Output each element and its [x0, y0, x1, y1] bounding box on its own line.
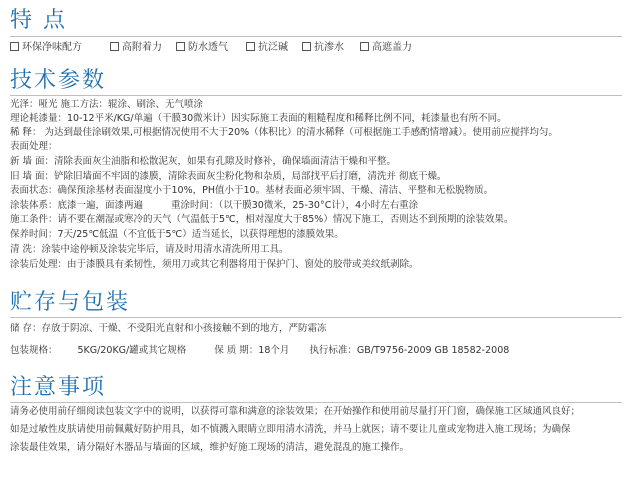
feature-label: 高附着力: [122, 42, 162, 53]
checkbox-icon: [302, 42, 311, 51]
standard: 执行标准：GB/T9756-2009 GB 18582-2008: [309, 345, 510, 356]
tech-divider: [10, 95, 622, 96]
feature-label: 防水透气: [188, 42, 228, 53]
feature-item: [110, 40, 162, 56]
feature-item: [302, 40, 344, 56]
tech-line-curing: 保养时间：7天/25℃低温（不宜低于5℃）适当延长，以获得理想的漆膜效果。: [10, 229, 344, 240]
tech-line-gloss: 光泽：哑光 施工方法：辊涂、刷涂、无气喷涂: [10, 99, 204, 110]
feature-label: 抗泛碱: [258, 42, 288, 53]
checkbox-icon: [110, 42, 119, 51]
checkbox-icon: [246, 42, 255, 51]
recoat-time: 重涂时间：（以干膜30微米，25-30°C计），4小时左右重涂: [171, 200, 419, 211]
tech-line-surface-state: 表面状态：确保预涂基材表面湿度小于10%，PH值小于10。基材表面必须牢固、干燥、清洁、平整和无松脱物质。: [10, 185, 494, 196]
tech-line-cleaning: 清 洗：涂装中途停顿及涂装完毕后，请及时用清水清洗所用工具。: [10, 244, 289, 255]
checkbox-icon: [10, 42, 19, 51]
storage-line: 储 存：存放于阴凉、干燥、不受阳光直射和小孩接触不到的地方，严防霜冻: [10, 323, 327, 334]
feature-label: 高遮盖力: [372, 42, 412, 53]
notes-line: 涂装最佳效果，请分隔好木器品与墙面的区域，维护好施工现场的清洁，避免混乱的施工操作。: [10, 442, 410, 453]
tech-line-conditions: 施工条件：请不要在潮湿或寒冷的天气（气温低于5℃，相对湿度大于85%）情况下施工，否则达不到预期的涂装效果。: [10, 214, 514, 225]
features-heading: 特 点: [10, 8, 67, 33]
feature-label: 抗渗水: [314, 42, 344, 53]
checkbox-icon: [360, 42, 369, 51]
tech-line-system: [10, 199, 626, 213]
feature-item: [176, 40, 228, 56]
shelf-life: 保 质 期：18个月: [214, 345, 290, 356]
storage-divider: [10, 317, 622, 318]
checkbox-icon: [176, 42, 185, 51]
feature-item: [246, 40, 288, 56]
feature-item: [360, 40, 412, 56]
notes-line: 请务必使用前仔细阅读包装文字中的说明，以获得可靠和满意的涂装效果；在开始操作和使用前尽量打开门窗，确保施工区域通风良好；: [10, 406, 581, 417]
storage-heading: 贮存与包装: [10, 290, 131, 315]
tech-line-new-wall: 新 墙 面：清除表面灰尘油脂和松散泥灰，如果有孔隙及时修补，确保墙面清洁干燥和平整。: [10, 156, 397, 167]
notes-heading: 注意事项: [10, 375, 107, 400]
feature-label: 环保净味配方: [22, 42, 82, 53]
tech-line-surface-prep: 表面处理：: [10, 141, 58, 152]
notes-line: 如是过敏性皮肤请使用前佩戴好防护用具，如不慎溅入眼睛立即用清水清洗，并马上就医；请不要让儿童或宠物进入施工现场；为确保: [10, 424, 571, 435]
coating-system: 涂装体系：底漆一遍，面漆两遍: [10, 200, 144, 211]
packaging-line: [10, 344, 626, 358]
tech-line-dilution: 稀 释： 为达到最佳涂刷效果,可根据情况使用不大于20%（体积比）的清水稀释（可根据施工手感酌情增减）。使用前应搅拌均匀。: [10, 127, 558, 138]
notes-divider: [10, 402, 622, 403]
tech-heading: 技术参数: [10, 68, 107, 93]
spec-value: 5KG/20KG/罐或其它规格: [77, 345, 187, 356]
features-divider: [10, 36, 622, 37]
tech-line-old-wall: 旧 墙 面：铲除旧墙面不牢固的漆膜，清除表面灰尘粉化物和杂质，局部找平后打磨，清洗并 彻底干燥。: [10, 171, 447, 182]
tech-line-coverage: 理论耗漆量：10-12平米/KG/单遍（干膜30微米计）因实际施工表面的粗糙程度和稀释比例不同，耗漆量也有所不同。: [10, 113, 507, 124]
feature-item: [10, 40, 82, 56]
spec-label: 包装规格：: [10, 345, 58, 356]
tech-line-post-treatment: 涂装后处理：由于漆膜具有柔韧性，须用刀或其它利器将用于保护门、窗处的胶带或美纹纸剥除。: [10, 259, 419, 270]
features-list: [10, 40, 622, 56]
